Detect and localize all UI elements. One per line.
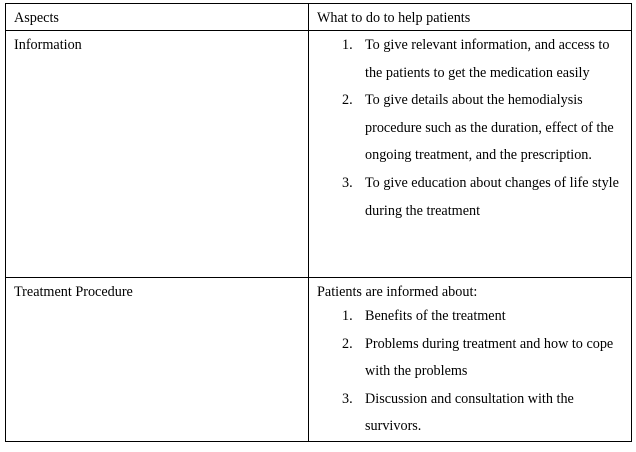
list-item-text: Discussion and consultation with the survivors.: [365, 390, 574, 435]
information-steps-list: [317, 32, 631, 225]
list-item-number: 2.: [342, 92, 353, 109]
list-item-text: Problems during treatment and how to cope with the problems: [365, 335, 614, 380]
action-cell-information: [309, 31, 632, 278]
list-item-number: 3.: [342, 390, 353, 407]
action-cell-treatment: [309, 278, 632, 442]
table-row: [6, 31, 632, 278]
list-item: [317, 331, 631, 386]
list-item: [317, 170, 631, 225]
treatment-steps-list: [317, 303, 631, 441]
header-aspects: Aspects: [6, 4, 309, 31]
list-item-number: 2.: [342, 335, 353, 352]
list-item: [317, 87, 631, 170]
treatment-intro: Patients are informed about:: [317, 284, 478, 300]
list-item-number: 3.: [342, 174, 353, 191]
list-item-number: 1.: [342, 308, 353, 324]
list-item-text: To give education about changes of life style during the treatment: [365, 174, 619, 219]
aspect-cell-information: Information: [6, 31, 309, 278]
list-item-text: Benefits of the treatment: [365, 308, 506, 324]
list-item-text: To give details about the hemodialysis procedure such as the duration, effect of the ongoing treatment, and the prescription.: [365, 92, 614, 164]
list-item-number: 1.: [342, 37, 353, 53]
aspect-cell-treatment: Treatment Procedure: [6, 278, 309, 442]
list-item: [317, 386, 631, 441]
list-item-text: To give relevant information, and access to the patients to get the medication easily: [365, 37, 610, 81]
header-actions: What to do to help patients: [309, 4, 632, 31]
table-header-row: [6, 4, 632, 31]
table-row: [6, 278, 632, 442]
list-item: [317, 32, 631, 87]
aspects-table: [5, 3, 632, 442]
list-item: [317, 303, 631, 331]
